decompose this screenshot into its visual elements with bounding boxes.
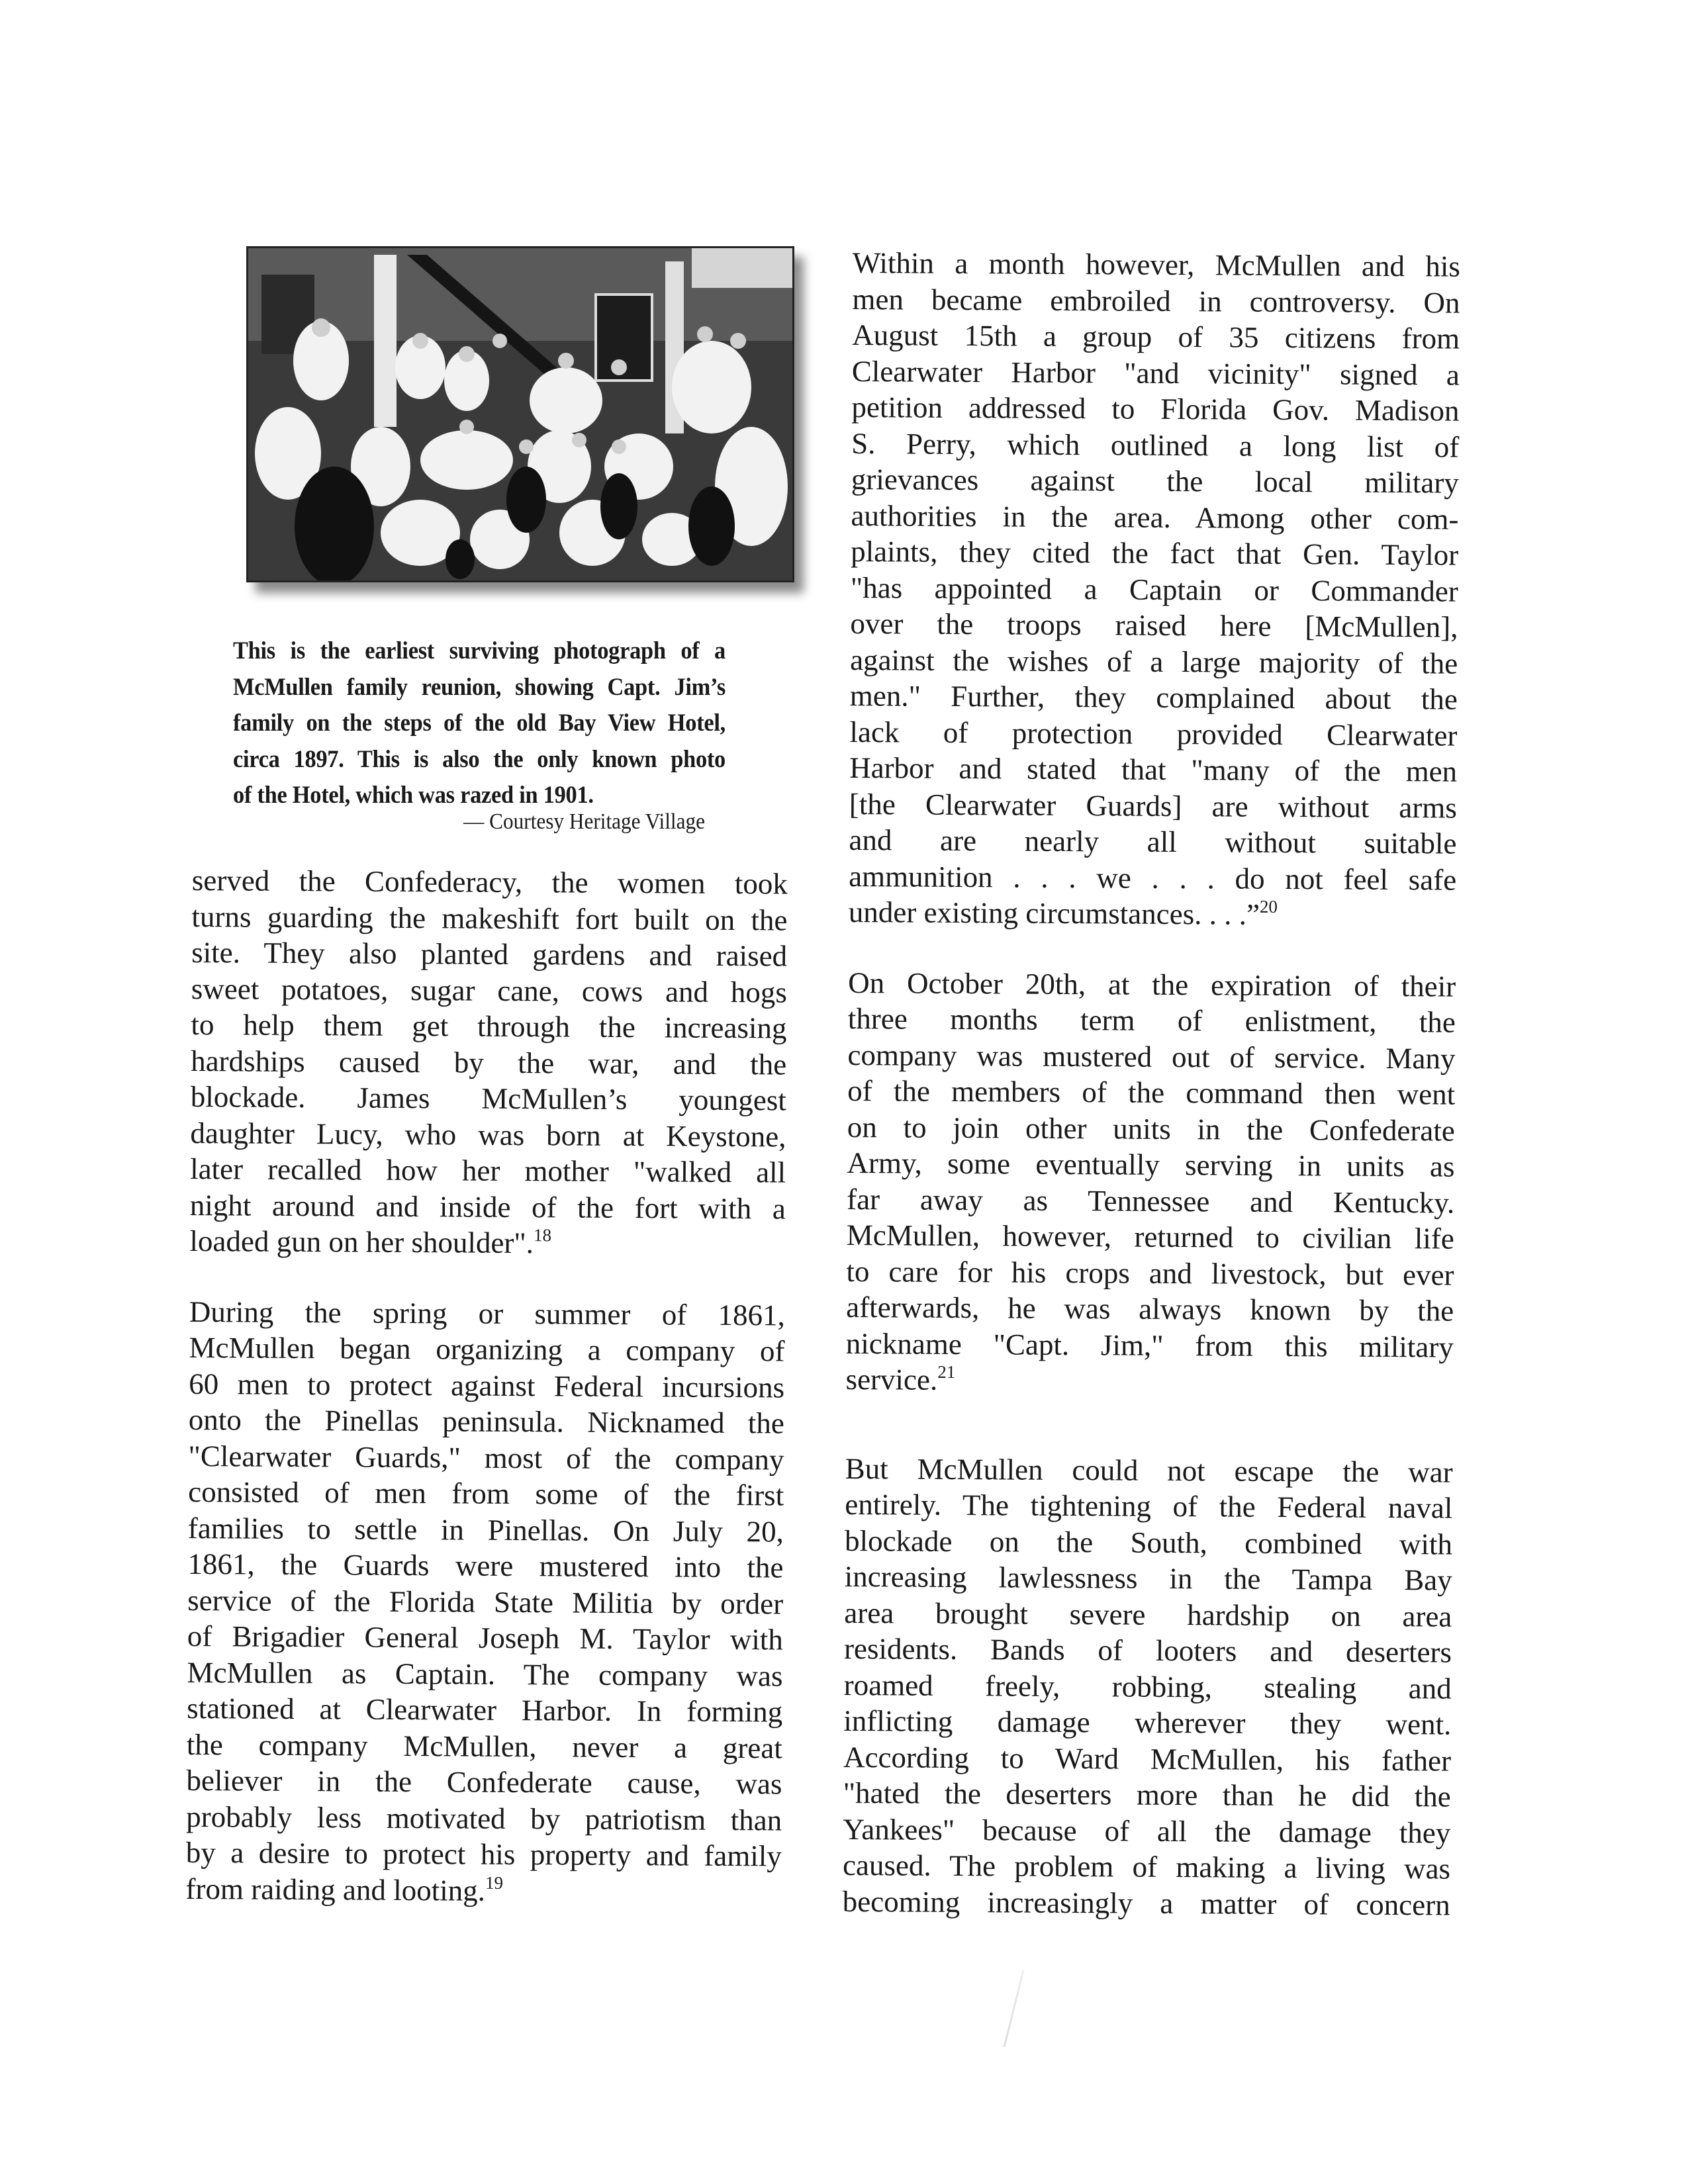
text-line: "hated the deserters more than he did the — [843, 1776, 1451, 1813]
text-line — [189, 1223, 785, 1263]
text-line: ammunition . . . we . . . do not feel safe — [849, 859, 1457, 897]
text-line: inflicting damage wherever they went. — [843, 1704, 1452, 1741]
text-line: later recalled how her mother "walked all — [190, 1152, 786, 1189]
caption-line: circa 1897. This is also the only known photo — [233, 745, 726, 773]
caption-line: family on the steps of the old Bay View Hotel, — [233, 709, 726, 737]
text-line: 60 men to protect against Federal incursions — [189, 1367, 785, 1404]
text-line: of the members of the command then went — [847, 1073, 1456, 1111]
text-line: hardships caused by the war, and the — [191, 1044, 787, 1081]
family-reunion-photo — [246, 246, 794, 582]
text-line: Army, some eventually serving in units as — [847, 1146, 1455, 1183]
text-line: Harbor and stated that "many of the men — [849, 751, 1458, 788]
text-line: to help them get through the increasing — [191, 1007, 787, 1045]
text-line: On October 20th, at the expiration of their — [848, 966, 1456, 1003]
text-line: nickname "Capt. Jim," from this military — [845, 1326, 1454, 1364]
scan-artifact — [1004, 1970, 1025, 2047]
text-line: "Clearwater Guards," most of the company — [188, 1439, 784, 1476]
text-line: afterwards, he was always known by the — [846, 1290, 1454, 1328]
text-line: over the troops raised here [McMullen], — [850, 606, 1458, 644]
text-line: Within a month however, McMullen and his — [852, 246, 1460, 283]
paragraph — [185, 1293, 785, 1910]
text-line: August 15th a group of 35 citizens from — [852, 318, 1460, 355]
text-line: families to settle in Pinellas. On July 20, — [187, 1511, 784, 1548]
text-line: 1861, the Guards were mustered into the — [187, 1547, 784, 1584]
text-line: caused. The problem of making a living was — [842, 1848, 1451, 1886]
text-line: During the spring or summer of 1861, — [189, 1295, 785, 1332]
text-line: entirely. The tightening of the Federal naval — [845, 1487, 1453, 1525]
line-text: loaded gun on her shoulder". — [189, 1224, 534, 1260]
text-line: night around and inside of the fort with a — [189, 1188, 786, 1225]
photo-image — [248, 248, 792, 580]
text-line: and are nearly all without suitable — [849, 823, 1457, 860]
text-line: But McMullen could not escape the war — [845, 1451, 1453, 1489]
text-line: three months term of enlistment, the — [847, 1001, 1456, 1039]
caption-line: This is the earliest surviving photograph of a — [233, 637, 726, 664]
text-line: service of the Florida State Militia by order — [187, 1583, 784, 1620]
text-line: grievances against the local military — [851, 462, 1459, 500]
text-line: consisted of men from some of the first — [188, 1475, 784, 1512]
paragraph — [189, 862, 788, 1263]
paragraph — [849, 245, 1460, 934]
text-line — [849, 894, 1456, 934]
paragraph — [843, 1450, 1453, 1923]
line-text: service. — [845, 1362, 938, 1396]
line-text: under existing circumstances. . . .” — [848, 895, 1260, 931]
text-line: becoming increasingly a matter of concern — [842, 1884, 1450, 1922]
text-line: lack of protection provided Clearwater — [849, 715, 1458, 752]
text-line: turns guarding the makeshift fort built on the — [191, 899, 788, 936]
text-line: McMullen, however, returned to civilian life — [846, 1218, 1454, 1255]
text-line: Yankees" because of all the damage they — [843, 1812, 1451, 1850]
text-line: believer in the Confederate cause, was — [186, 1763, 782, 1801]
text-line: by a desire to protect his property and family — [185, 1835, 782, 1873]
caption-line: McMullen family reunion, showing Capt. Jim’s — [233, 673, 726, 701]
text-line: on to join other units in the Confederate — [847, 1110, 1455, 1148]
text-line: stationed at Clearwater Harbor. In forming — [187, 1691, 783, 1729]
text-line: company was mustered out of service. Many — [847, 1038, 1456, 1075]
caption-line: of the Hotel, which was razed in 1901. — [233, 782, 594, 809]
text-line: area brought severe hardship on area — [844, 1596, 1452, 1633]
text-line: far away as Tennessee and Kentucky. — [847, 1182, 1455, 1220]
text-line: roamed freely, robbing, stealing and — [843, 1668, 1452, 1706]
text-line: plaints, they cited the fact that Gen. Taylor — [851, 534, 1459, 572]
text-line: served the Confederacy, the women took — [191, 864, 788, 901]
text-line: sweet potatoes, sugar cane, cows and hogs — [191, 972, 787, 1009]
text-line: men became embroiled in controversy. On — [852, 282, 1460, 320]
text-line: site. They also planted gardens and raised — [191, 935, 788, 973]
text-line: [the Clearwater Guards] are without arms — [849, 787, 1457, 825]
text-line: petition addressed to Florida Gov. Madison — [851, 390, 1460, 428]
text-line — [185, 1870, 781, 1910]
text-line: to care for his crops and livestock, but ever — [846, 1254, 1454, 1292]
footnote-ref: 21 — [937, 1361, 956, 1382]
text-line: McMullen began organizing a company of — [189, 1330, 785, 1368]
text-line: residents. Bands of looters and deserters — [843, 1631, 1452, 1669]
text-line — [845, 1361, 1453, 1401]
photo-credit: — Courtesy Heritage Village — [463, 809, 705, 834]
text-line: authorities in the area. Among other com- — [851, 498, 1459, 536]
text-line: According to Ward McMullen, his father — [843, 1740, 1452, 1778]
text-line: men." Further, they complained about the — [849, 678, 1458, 716]
left-column — [185, 862, 788, 1910]
text-line: McMullen as Captain. The company was — [187, 1655, 783, 1692]
text-line: "has appointed a Captain or Commander — [850, 570, 1458, 608]
text-line: daughter Lucy, who was born at Keystone, — [190, 1116, 786, 1153]
text-line: blockade. James McMullen’s youngest — [190, 1079, 786, 1117]
right-column — [843, 245, 1460, 1923]
text-line: onto the Pinellas peninsula. Nicknamed the — [188, 1402, 784, 1440]
footnote-ref: 19 — [485, 1872, 504, 1893]
text-line: the company McMullen, never a great — [186, 1727, 782, 1764]
text-line: blockade on the South, combined with — [844, 1524, 1453, 1561]
footnote-ref: 20 — [1259, 896, 1278, 917]
text-line: S. Perry, which outlined a long list of — [851, 426, 1460, 464]
photo-caption — [233, 634, 726, 815]
text-line: probably less motivated by patriotism than — [186, 1799, 782, 1837]
text-line: against the wishes of a large majority of the — [850, 643, 1458, 680]
footnote-ref: 18 — [533, 1225, 552, 1246]
text-line: increasing lawlessness in the Tampa Bay — [844, 1559, 1452, 1597]
paragraph — [845, 964, 1456, 1401]
text-line: Clearwater Harbor "and vicinity" signed a — [851, 354, 1460, 392]
line-text: from raiding and looting. — [185, 1872, 486, 1907]
text-line: of Brigadier General Joseph M. Taylor with — [187, 1619, 783, 1657]
